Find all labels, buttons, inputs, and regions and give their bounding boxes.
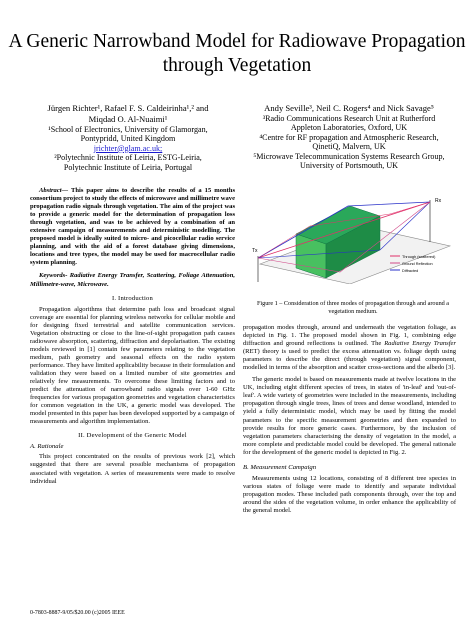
affiliation-1-location: Pontypridd, United Kingdom bbox=[80, 134, 176, 144]
section-1-heading: I. Introduction bbox=[111, 294, 154, 302]
measurement-campaign-text: Measurements using 12 locations, consisting of 8 different tree species in various states of foliage were made to identify and separate individual propagation modes. These included path components through, over the top and around the sides of the vegetation volume, in order enhance the applicability of the general model. bbox=[243, 474, 456, 514]
affiliation-2-location: Polytechnic Institute of Leiria, Portugal bbox=[63, 162, 193, 172]
keywords: Keywords- Radiative Energy Transfer, Scattering, Foliage Attenuation, Millimetre-wave, Microwave. bbox=[30, 272, 235, 288]
propagation-modes-text: propagation modes through, around and underneath the vegetation foliage, as depicted in Fig. 1. The proposed model shown in Fig. 1, combining edge diffraction and ground reflections is outlined. The Radiative Energy Transfer (RET) theory is used to predict the excess attenuation vs. foliage depth using parameters to describe the direct (through vegetation) signal component, modelled in terms of the absorption and scatter cross-sections and the albedo [3]. bbox=[243, 324, 456, 372]
introduction-text: Propagation algorithms that determine path loss and broadcast signal coverage are essential for planning wireless networks for cellular mobile and for designing fixed terrestrial and satellite communication services. Vegetation obstructing or close to the line-of-sight propagation path causes radiowave absorption, scattering, diffraction and depolarisation. The existing models reviewed in [1] contain few parameters relating to the vegetation medium, path geometry and seasonal effects on the radio system performance. They have limited applicability because in their formulation and validation they were based on a limited number of site geometries and relatively few measurements. To overcome these limiting factors and to predict the attenuation of narrowband radio signals over 1-60 GHz frequencies for various propagation geometries and vegetation characteristics for common vegetation in the UK, a generic model was developed. The model presented in this paper has been developed supported by a campaign of measurements and algorithm implementation. bbox=[30, 305, 235, 426]
affiliation-2: ²Polytechnic Institute of Leiria, ESTG-Leiria, bbox=[54, 153, 202, 163]
subsection-a-heading: A. Rationale bbox=[30, 443, 64, 451]
affiliation-3: ³Radio Communications Research Unit at Rutherford bbox=[262, 114, 436, 123]
affiliation-3-location: Appleton Laboratories, Oxford, UK bbox=[290, 123, 408, 133]
affiliation-4: ⁴Centre for RF propagation and Atmospheric Research, bbox=[259, 132, 439, 142]
paper-title: A Generic Narrowband Model for Radiowave Propagation through Vegetation bbox=[8, 31, 466, 76]
figure-1 bbox=[250, 186, 455, 284]
legend-ground-reflection: Ground Reflection bbox=[402, 262, 433, 266]
figure-1-caption: Figure 1 – Consideration of three modes of propagation through and around a vegetation medium. bbox=[256, 300, 450, 315]
affiliation-5: ⁵Microwave Telecommunication Systems Research Group, bbox=[253, 151, 445, 161]
left-column bbox=[30, 187, 235, 486]
author-names-right: Andy Seville³, Neil C. Rogers⁴ and Nick Savage⁵ bbox=[264, 103, 434, 113]
tx-label: Tx bbox=[252, 248, 258, 254]
authors-right bbox=[243, 103, 455, 170]
author-names-left: Jürgen Richter¹, Rafael F. S. Caldeirinha¹,² and Miqdad O. Al-Nuaimi¹ bbox=[47, 103, 209, 124]
right-column bbox=[243, 324, 456, 515]
section-2-heading: II. Development of the Generic Model bbox=[78, 432, 187, 440]
abstract: Abstract— This paper aims to describe the results of a 15 months consortium project to study the effects of microwave and millimetre wave propagation radio signals through vegetation. The aim of the project was to provide a generic model for the determination of propagation loss through vegetation, and was to be achieved by a combination of an extensive campaign of measurements and deterministic modelling. The proposed model is ideally suited to micro- and picocellular radio service planning, and with the aid of a forest database giving dimensions, locations and tree types, the model may be used for macrocellular radio system planning. bbox=[30, 187, 235, 267]
author-email-link[interactable]: jrichter@glam.ac.uk; bbox=[93, 143, 163, 153]
legend-through: Through (scattered) bbox=[402, 255, 436, 259]
subsection-b-heading: B. Measurement Campaign bbox=[243, 463, 317, 471]
propagation-diagram bbox=[250, 186, 455, 284]
copyright-footer: 0-7803-8887-9/05/$20.00 (c)2005 IEEE bbox=[30, 610, 125, 616]
affiliation-4-location: QinetiQ, Malvern, UK bbox=[312, 142, 386, 152]
legend-diffracted: Diffracted bbox=[402, 269, 419, 273]
authors-left bbox=[22, 103, 234, 172]
affiliation-1: ¹School of Electronics, University of Glamorgan, bbox=[48, 125, 208, 134]
rx-label: Rx bbox=[435, 198, 442, 204]
rationale-text: This project concentrated on the results of previous work [2], which suggested that there are several possible mechanisms of propagation associated with vegetation. A series of measurements were made to resolve individual bbox=[30, 453, 235, 485]
generic-model-text: The generic model is based on measurements made at twelve locations in the UK, including eight different species of trees, in states of 'in-leaf' and 'out-of-leaf'. A wide variety of geometries were included in the measurements, including propagation through single trees, lines of trees and dense woodland, intended to yield a fully deterministic model, which may be used by fitting the model parameters to the specific measurement geometries and then expanded to provide results for more generic cases. Furthermore, by the inclusion of vegetation parameters characterising the density of vegetation in the model, a more complete and predictable model could be developed. The general rationale for the development of the generic model is depicted in Fig. 2. bbox=[243, 376, 456, 456]
affiliation-5-location: University of Portsmouth, UK bbox=[299, 161, 399, 171]
